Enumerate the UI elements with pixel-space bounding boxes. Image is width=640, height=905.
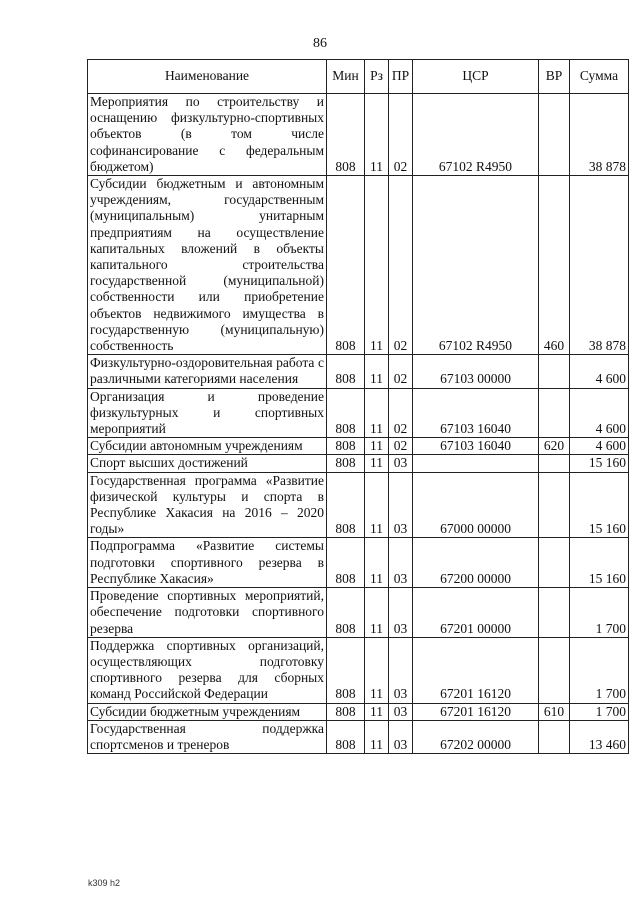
row-name: Спорт высших достижений: [88, 455, 327, 472]
row-min: 808: [327, 388, 365, 438]
header-vr: ВР: [539, 60, 570, 94]
row-vr: [539, 720, 570, 753]
row-sum: 15 160: [570, 455, 629, 472]
row-name: Подпрограмма «Развитие системы подготовки спортивного резерва в Республике Хакасия»: [88, 538, 327, 588]
row-pr: 02: [389, 355, 413, 388]
header-pr: ПР: [389, 60, 413, 94]
row-vr: [539, 455, 570, 472]
row-name: Государственная поддержка спортсменов и тренеров: [88, 720, 327, 753]
row-csr: 67200 00000: [413, 538, 539, 588]
page-number: 86: [313, 36, 327, 51]
row-vr: [539, 588, 570, 638]
row-name: Поддержка спортивных организаций, осуществляющих подготовку спортивного резерва для сборных команд Российской Федерации: [88, 637, 327, 703]
row-vr: [539, 637, 570, 703]
table-row: [88, 388, 629, 438]
row-csr: [413, 455, 539, 472]
table-row: [88, 455, 629, 472]
row-min: 808: [327, 703, 365, 720]
row-pr: 03: [389, 703, 413, 720]
document-code: k309 h2: [88, 878, 121, 888]
row-min: 808: [327, 588, 365, 638]
row-name: Проведение спортивных мероприятий, обеспечение подготовки спортивного резерва: [88, 588, 327, 638]
row-sum: 1 700: [570, 588, 629, 638]
header-row: [88, 60, 629, 94]
row-vr: [539, 472, 570, 538]
row-pr: 02: [389, 388, 413, 438]
row-sum: 38 878: [570, 94, 629, 176]
row-pr: 03: [389, 472, 413, 538]
row-rz: 11: [365, 176, 389, 355]
row-pr: 03: [389, 455, 413, 472]
row-min: 808: [327, 538, 365, 588]
row-name: Организация и проведение физкультурных и спортивных мероприятий: [88, 388, 327, 438]
row-csr: 67000 00000: [413, 472, 539, 538]
row-csr: 67102 R4950: [413, 94, 539, 176]
row-rz: 11: [365, 538, 389, 588]
row-min: 808: [327, 438, 365, 455]
table-row: [88, 438, 629, 455]
table-row: [88, 472, 629, 538]
row-sum: 1 700: [570, 637, 629, 703]
row-vr: [539, 355, 570, 388]
row-name: Субсидии автономным учреждениям: [88, 438, 327, 455]
row-name: Физкультурно-оздоровительная работа с различными категориями населения: [88, 355, 327, 388]
table-row: [88, 637, 629, 703]
row-pr: 03: [389, 637, 413, 703]
row-csr: 67103 16040: [413, 388, 539, 438]
row-name: Мероприятия по строительству и оснащению физкультурно-спортивных объектов (в том числе софинансирование с федеральным бюджетом): [88, 94, 327, 176]
table-row: [88, 588, 629, 638]
table-row: [88, 94, 629, 176]
row-csr: 67201 16120: [413, 637, 539, 703]
row-sum: 15 160: [570, 538, 629, 588]
row-sum: 13 460: [570, 720, 629, 753]
row-sum: 1 700: [570, 703, 629, 720]
header-rz: Рз: [365, 60, 389, 94]
row-csr: 67103 00000: [413, 355, 539, 388]
row-pr: 03: [389, 588, 413, 638]
table-row: [88, 703, 629, 720]
row-sum: 4 600: [570, 355, 629, 388]
header-csr: ЦСР: [413, 60, 539, 94]
row-rz: 11: [365, 94, 389, 176]
row-min: 808: [327, 472, 365, 538]
row-rz: 11: [365, 720, 389, 753]
row-rz: 11: [365, 637, 389, 703]
row-csr: 67202 00000: [413, 720, 539, 753]
row-sum: 38 878: [570, 176, 629, 355]
row-rz: 11: [365, 388, 389, 438]
row-rz: 11: [365, 703, 389, 720]
row-sum: 4 600: [570, 438, 629, 455]
row-vr: 620: [539, 438, 570, 455]
table-row: [88, 720, 629, 753]
row-csr: 67103 16040: [413, 438, 539, 455]
row-min: 808: [327, 637, 365, 703]
row-sum: 15 160: [570, 472, 629, 538]
row-csr: 67102 R4950: [413, 176, 539, 355]
row-name: Субсидии бюджетным и автономным учреждениям, государственным (муниципальным) унитарным предприятиям на осуществление капитальных вложений в объекты капитального строительства государственной (муниципальной) собственности или приобретение объектов недвижимого имущества в государственную (муниципальную) собственность: [88, 176, 327, 355]
row-pr: 03: [389, 720, 413, 753]
row-name: Государственная программа «Развитие физической культуры и спорта в Республике Хакасия на 2016 – 2020 годы»: [88, 472, 327, 538]
row-pr: 03: [389, 538, 413, 588]
row-pr: 02: [389, 94, 413, 176]
row-rz: 11: [365, 472, 389, 538]
row-rz: 11: [365, 438, 389, 455]
row-csr: 67201 00000: [413, 588, 539, 638]
header-min: Мин: [327, 60, 365, 94]
row-min: 808: [327, 455, 365, 472]
header-sum: Сумма: [570, 60, 629, 94]
row-min: 808: [327, 355, 365, 388]
row-rz: 11: [365, 355, 389, 388]
row-pr: 02: [389, 438, 413, 455]
row-sum: 4 600: [570, 388, 629, 438]
row-min: 808: [327, 94, 365, 176]
budget-table: [87, 59, 629, 754]
row-vr: [539, 94, 570, 176]
table-row: [88, 538, 629, 588]
row-vr: [539, 538, 570, 588]
row-vr: 460: [539, 176, 570, 355]
table-row: [88, 176, 629, 355]
row-vr: 610: [539, 703, 570, 720]
row-name: Субсидии бюджетным учреждениям: [88, 703, 327, 720]
row-rz: 11: [365, 588, 389, 638]
row-vr: [539, 388, 570, 438]
row-rz: 11: [365, 455, 389, 472]
header-name: Наименование: [88, 60, 327, 94]
row-min: 808: [327, 720, 365, 753]
row-csr: 67201 16120: [413, 703, 539, 720]
row-pr: 02: [389, 176, 413, 355]
table-row: [88, 355, 629, 388]
row-min: 808: [327, 176, 365, 355]
